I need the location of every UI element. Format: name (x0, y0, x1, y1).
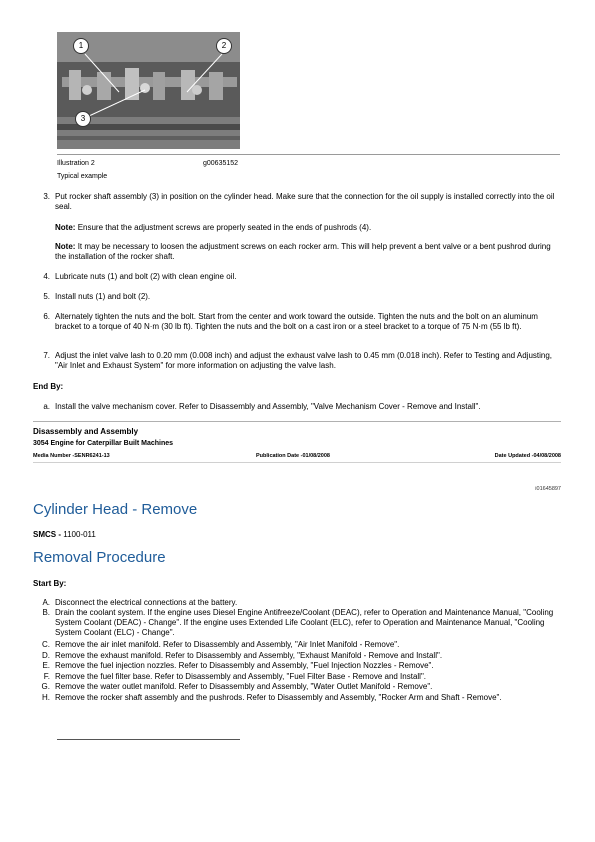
list-letter: D. (42, 651, 50, 660)
list-letter: B. (42, 608, 50, 617)
step-item (38, 292, 560, 302)
caption-label: Illustration 2 (57, 160, 95, 167)
reference-id: i01645897 (535, 486, 561, 492)
list-letter: C. (42, 640, 50, 649)
note-text: It may be necessary to loosen the adjustment screws on each rocker arm. This will help prevent a bent valve or a bent pushrod during the installation of the rocker shaft. (55, 242, 551, 261)
step-item (38, 272, 560, 282)
list-letter: a. (43, 402, 50, 411)
media-number: Media Number -SENR6241-13 (33, 453, 110, 459)
step-number: 5. (43, 292, 50, 301)
start-by-item (38, 608, 560, 638)
step-text: Alternately tighten the nuts and the bolt. Start from the center and work toward the outside. Tighten the nuts and the bolt on an aluminum bracket to a torque of 40 N·m (30 lb ft). Tighten the nuts and the bolt on a cast iron or a steel bracket to a torque of 75 N·m (55 lb ft). (55, 312, 538, 331)
end-by-heading: End By: (33, 382, 64, 391)
list-letter: G. (41, 682, 50, 691)
end-by-item (38, 402, 560, 412)
caption-note: Typical example (57, 173, 108, 180)
list-text: Remove the water outlet manifold. Refer to Disassembly and Assembly, "Water Outlet Manifold - Remove". (55, 682, 433, 691)
list-text: Remove the fuel injection nozzles. Refer to Disassembly and Assembly, "Fuel Injection Nozzles - Remove". (55, 661, 434, 670)
caption-id: g00635152 (203, 160, 239, 167)
note-2 (55, 242, 560, 262)
doc-title: Disassembly and Assembly (33, 427, 139, 436)
step-item (38, 192, 560, 212)
start-by-item (38, 661, 560, 671)
note-label: Note: (55, 223, 76, 232)
smcs-code (33, 530, 96, 540)
list-text: Remove the exhaust manifold. Refer to Disassembly and Assembly, "Exhaust Manifold - Remove and Install". (55, 651, 443, 660)
step-text: Install nuts (1) and bolt (2). (55, 292, 151, 301)
step-number: 7. (43, 351, 50, 360)
publication-date: Publication Date -01/08/2008 (256, 453, 330, 459)
note-label: Note: (55, 242, 76, 251)
list-text: Remove the air inlet manifold. Refer to Disassembly and Assembly, "Air Inlet Manifold - Remove". (55, 640, 400, 649)
list-letter: H. (42, 693, 50, 702)
step-item (38, 351, 560, 371)
callout-3: 3 (75, 111, 91, 127)
start-by-item (38, 682, 560, 692)
list-text: Remove the fuel filter base. Refer to Disassembly and Assembly, "Fuel Filter Base - Remove and Install". (55, 672, 427, 681)
illustration-photo (57, 32, 240, 149)
step-item (38, 312, 560, 342)
start-by-item (38, 651, 560, 661)
date-updated: Date Updated -04/08/2008 (494, 453, 561, 459)
procedure-title: Removal Procedure (33, 549, 166, 566)
start-by-item (38, 640, 560, 650)
step-number: 4. (43, 272, 50, 281)
caption-divider (57, 154, 560, 155)
doc-subtitle: 3054 Engine for Caterpillar Built Machines (33, 440, 174, 447)
step-text: Put rocker shaft assembly (3) in position on the cylinder head. Make sure that the connection for the oil supply is installed correctly into the oil seal. (55, 192, 555, 211)
list-letter: A. (42, 598, 50, 607)
smcs-value: 1100-011 (63, 530, 96, 539)
footer-divider (57, 739, 240, 740)
section-title: Cylinder Head - Remove (33, 501, 198, 518)
step-text: Lubricate nuts (1) and bolt (2) with clean engine oil. (55, 272, 237, 281)
start-by-item (38, 693, 560, 713)
list-text: Disconnect the electrical connections at the battery. (55, 598, 238, 607)
step-number: 3. (43, 192, 50, 201)
list-letter: E. (42, 661, 50, 670)
list-text: Remove the rocker shaft assembly and the pushrods. Refer to Disassembly and Assembly, "Rocker Arm and Shaft - Remove". (55, 693, 502, 702)
smcs-label: SMCS - (33, 530, 61, 539)
step-text: Adjust the inlet valve lash to 0.20 mm (0.008 inch) and adjust the exhaust valve lash to 0.45 mm (0.018 inch). Refer to Testing and Adjusting, "Air Inlet and Exhaust System" for more information on adjusting the valve lash. (55, 351, 553, 370)
section-divider (33, 421, 561, 422)
start-by-heading: Start By: (33, 579, 67, 588)
list-text: Install the valve mechanism cover. Refer to Disassembly and Assembly, "Valve Mechanism Cover - Remove and Install". (55, 402, 481, 411)
header-divider (33, 462, 561, 463)
callout-2: 2 (216, 38, 232, 54)
list-text: Drain the coolant system. If the engine uses Diesel Engine Antifreeze/Coolant (DEAC), refer to Operation and Maintenance Manual, "Cooling System Coolant (DEAC) - Change". If the engine uses Extended Life Coolant (ELC), refer to Operation and Maintenance Manual, "Cooling System Coolant (ELC) - Change". (55, 608, 554, 637)
start-by-item (38, 672, 560, 682)
step-number: 6. (43, 312, 50, 321)
note-text: Ensure that the adjustment screws are properly seated in the ends of pushrods (4). (77, 223, 372, 232)
callout-1: 1 (73, 38, 89, 54)
start-by-item (38, 598, 560, 608)
note-1 (55, 223, 560, 233)
list-letter: F. (43, 672, 50, 681)
